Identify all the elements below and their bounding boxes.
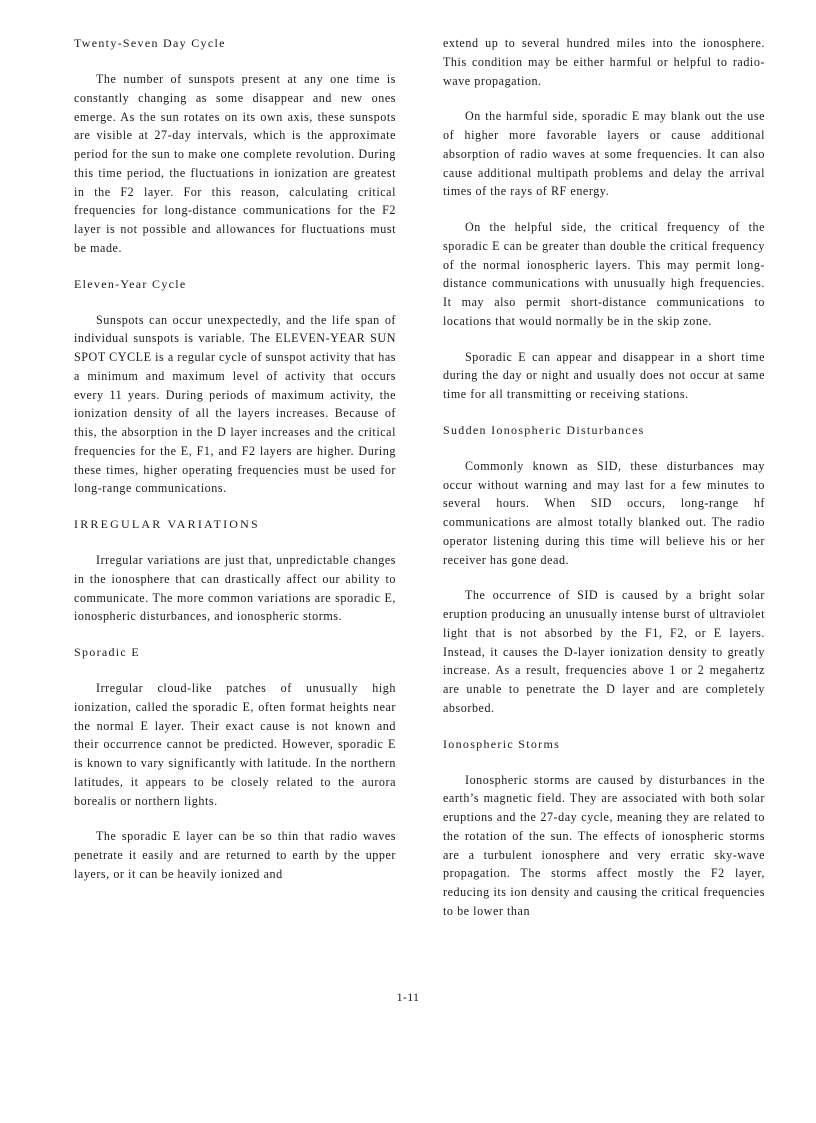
left-column	[74, 34, 396, 901]
heading-sporadic-e: Sporadic E	[74, 645, 140, 659]
heading-ionospheric-storms: Ionospheric Storms	[443, 736, 561, 751]
heading-irregular-variations: IRREGULAR VARIATIONS	[74, 517, 260, 531]
right-column	[443, 34, 765, 938]
paragraph: Irregular cloud-like patches of unusually high ionization, called the sporadic E, often format heights near the normal E layer. Their exact cause is not known and their occurrence cannot be predicted. However, sporadic E is known to vary significantly with latitude. In the northern latitudes, it appears to be closely related to the aurora borealis or northern lights.	[74, 681, 396, 808]
paragraph: Ionospheric storms are caused by disturbances in the earth’s magnetic field. They are associated with both solar eruptions and the 27-day cycle, meaning they are related to the rotation of the sun. The effects of ionospheric storms are a turbulent ionosphere and very erratic sky-wave propagation. The storms affect mostly the F2 layer, reducing its ion density and causing the critical frequencies to be lower than	[443, 772, 765, 918]
paragraph: Commonly known as SID, these disturbances may occur without warning and may last for a few minutes to several hours. When SID occurs, long-range hf communications are almost totally blanked out. The radio operator listening during this time will believe his or her receiver has gone dead.	[443, 458, 765, 567]
heading-twenty-seven-day-cycle: Twenty-Seven Day Cycle	[74, 36, 226, 50]
paragraph: Sunspots can occur unexpectedly, and the life span of individual sunspots is variable. The ELEVEN-YEAR SUN SPOT CYCLE is a regular cycle of sunspot activity that has a minimum and maximum level of activity that occurs every 11 years. During periods of maximum activity, the ionization density of all the layers increases. Because of this, the absorption in the D layer increases and the critical frequencies for the E, F1, and F2 layers are higher. During these times, higher operating frequencies must be used for long-range communications.	[74, 312, 396, 496]
paragraph: The number of sunspots present at any one time is constantly changing as some disappear and new ones emerge. As the sun rotates on its own axis, these sunspots are visible at 27-day intervals, which is the approximate period for the sun to make one complete revolution. During this time period, the fluctuations in ionization are greatest in the F2 layer. For this reason, calculating critical frequencies for long-distance communications for the F2 layer is not possible and allowances for fluctuations must be made.	[74, 72, 396, 255]
heading-sudden-ionospheric-disturbances: Sudden Ionospheric Disturbances	[443, 422, 645, 437]
paragraph: Irregular variations are just that, unpredictable changes in the ionosphere that can drastically affect our ability to communicate. The more common variations are sporadic E, ionospheric disturbances, and ionospheric storms.	[74, 553, 396, 624]
heading-eleven-year-cycle: Eleven-Year Cycle	[74, 276, 187, 291]
paragraph: On the harmful side, sporadic E may blank out the use of higher more favorable layers or cause additional absorption of radio waves at some frequencies. It can also cause additional multipath problems and delay the arrival times of the rays of RF energy.	[443, 109, 765, 199]
paragraph: The sporadic E layer can be so thin that radio waves penetrate it easily and are returned to earth by the upper layers, or it can be heavily ionized and	[74, 829, 396, 881]
paragraph-continued: extend up to several hundred miles into the ionosphere. This condition may be either harmful or helpful to radio-wave propagation.	[443, 36, 765, 88]
paragraph: The occurrence of SID is caused by a bright solar eruption producing an unusually intense burst of ultraviolet light that is not absorbed by the F1, F2, or E layers. Instead, it causes the D-layer ionization density to greatly increase. As a result, frequencies above 1 or 2 megahertz are unable to penetrate the D layer and are completely absorbed.	[443, 588, 765, 715]
paragraph: Sporadic E can appear and disappear in a short time during the day or night and usually does not occur at same time for all transmitting or receiving stations.	[443, 349, 765, 401]
paragraph: On the helpful side, the critical frequency of the sporadic E can be greater than double the critical frequency of the normal ionospheric layers. This may permit long-distance communications with unusually high frequencies. It may also permit short-distance communications to locations that would normally be in the skip zone.	[443, 220, 765, 328]
page-number: 1-11	[396, 990, 420, 1004]
